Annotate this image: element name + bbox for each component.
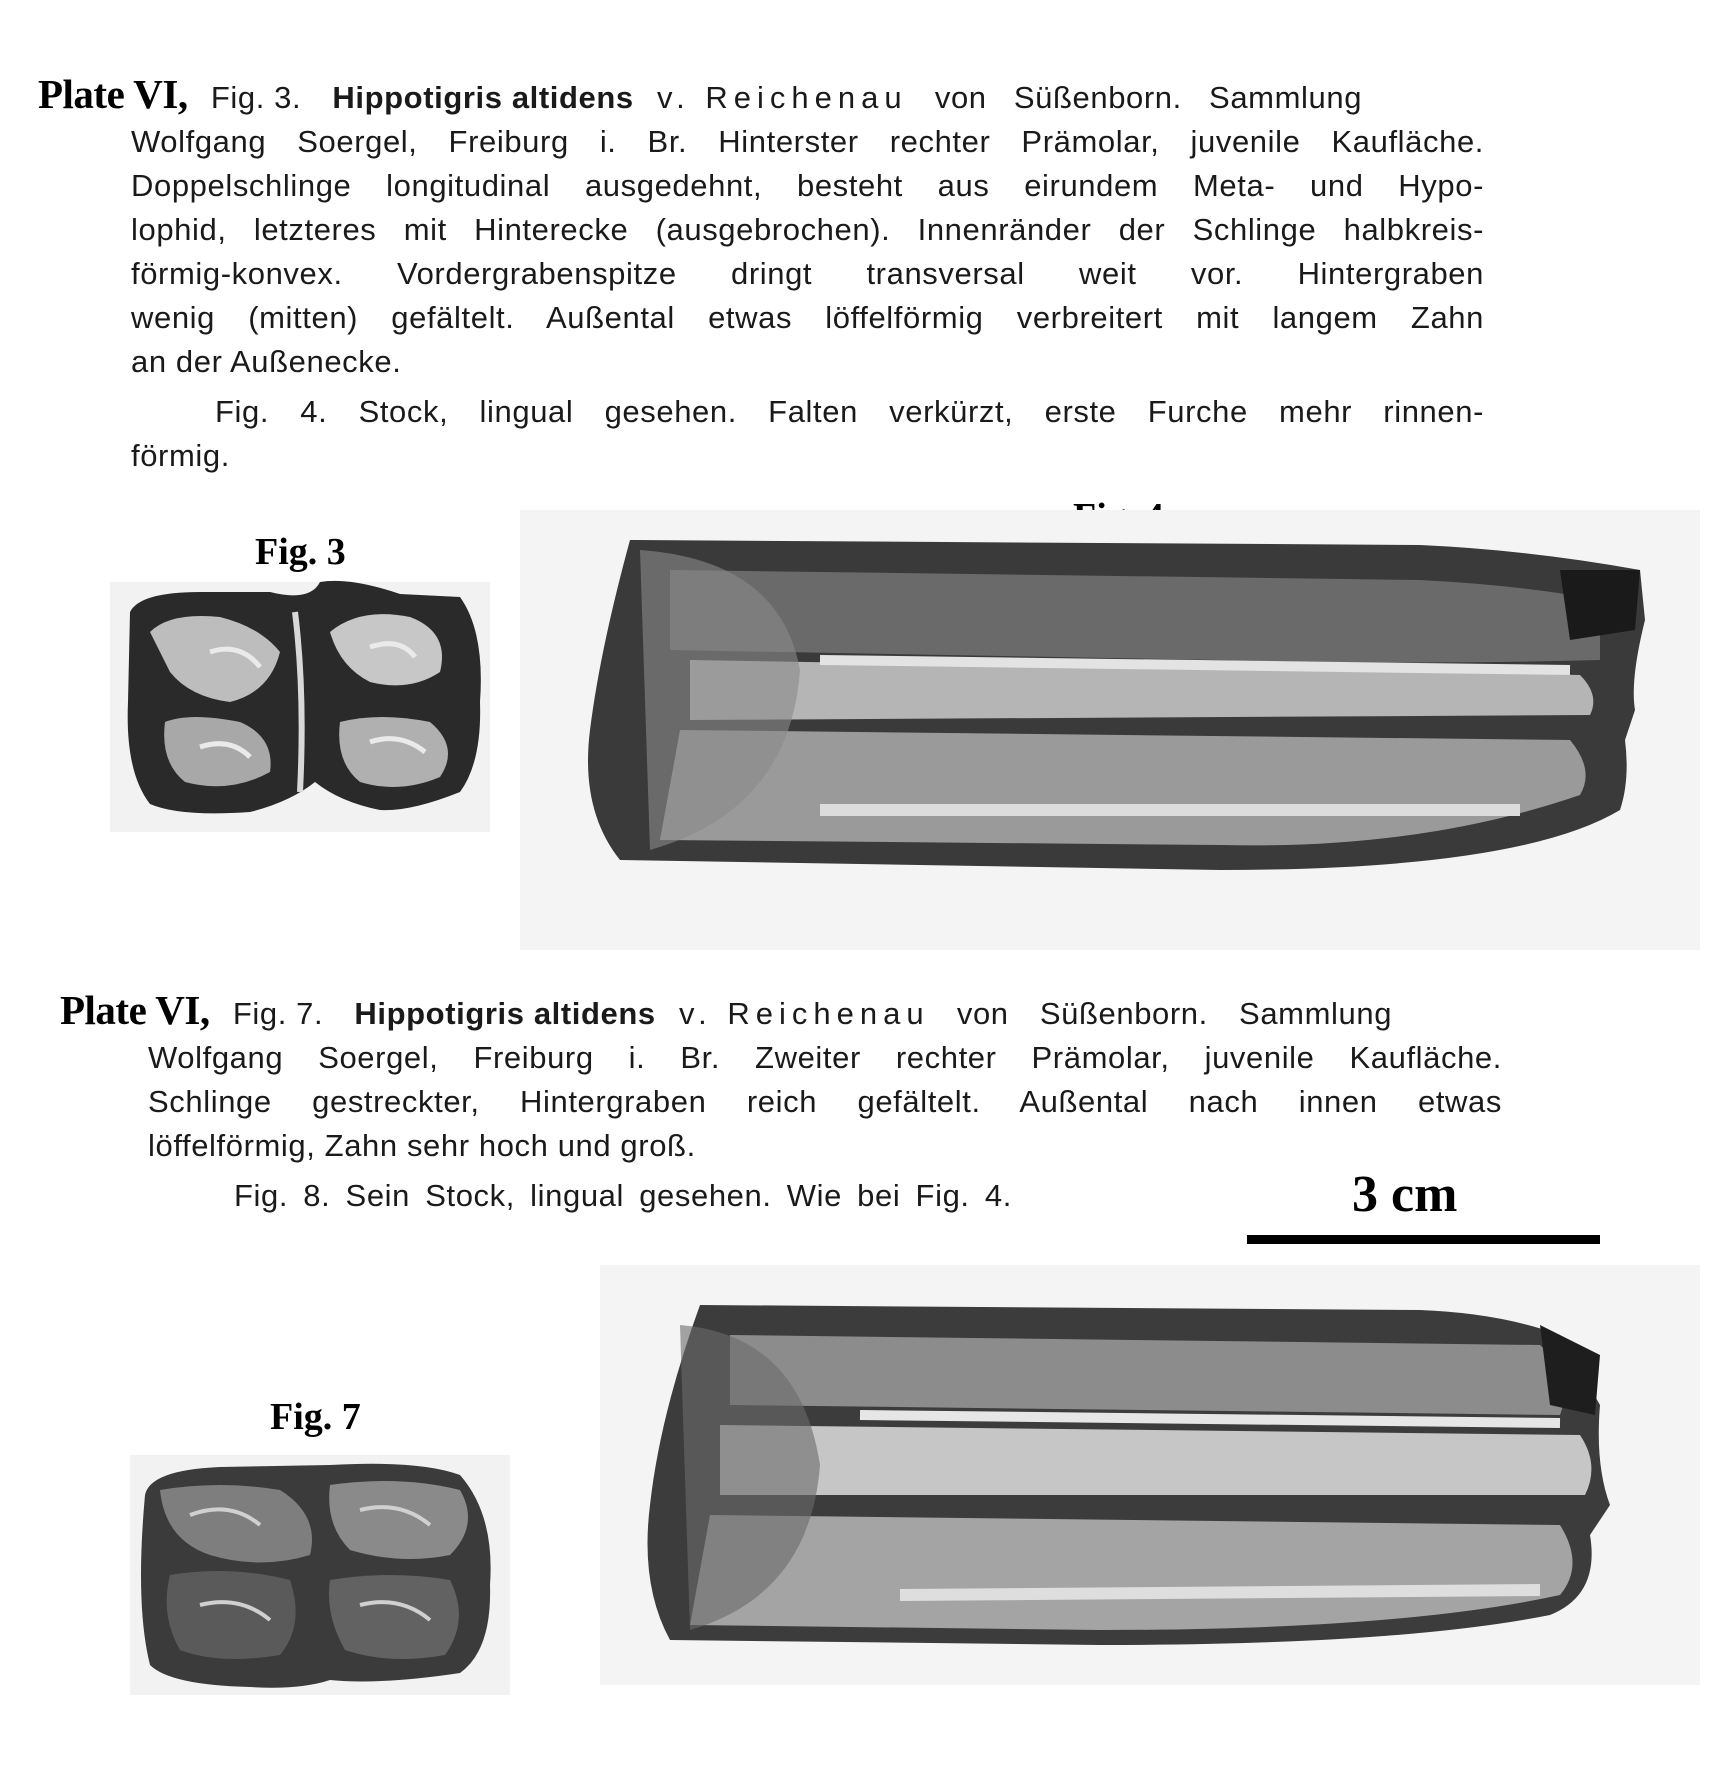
caption-line: Wolfgang Soergel, Freiburg i. Br. Zweiter rechter Prämolar, juvenile Kaufläche. (148, 1040, 1502, 1075)
caption-line: Schlinge gestreckter, Hintergraben reich gefältelt. Außental nach innen etwas (148, 1084, 1502, 1119)
caption-line: Wolfgang Soergel, Freiburg i. Br. Hinterster rechter Prämolar, juvenile Kaufläche. (131, 124, 1484, 159)
scale-bar (1247, 1235, 1600, 1244)
plate-label: Plate VI, (38, 71, 188, 117)
species-name: Hippotigris altidens (332, 80, 634, 115)
fig-8-tooth-image (600, 1265, 1700, 1685)
fig-ref: Fig. 3. (210, 80, 302, 115)
caption-block-1 (38, 72, 1484, 478)
fig-4-tooth-image (520, 510, 1700, 950)
caption-line: von Süßenborn. Sammlung (956, 996, 1393, 1031)
caption-block-2 (60, 988, 1502, 1218)
caption-line: förmig. (131, 438, 230, 473)
fig-7-tooth-image (130, 1455, 510, 1695)
plate-label: Plate VI, (60, 987, 210, 1033)
caption-line: Doppelschlinge longitudinal ausgedehnt, besteht aus eirundem Meta- und Hypo- (131, 168, 1484, 203)
author-name: v. Reichenau (678, 996, 930, 1031)
fig-3-tooth-image (110, 572, 490, 832)
species-name: Hippotigris altidens (354, 996, 656, 1031)
scale-label: 3 cm (1352, 1166, 1458, 1223)
fig-7-label: Fig. 7 (270, 1396, 361, 1438)
caption-line: Fig. 8. Sein Stock, lingual gesehen. Wie bei Fig. 4. (234, 1178, 1012, 1213)
caption-line: Fig. 4. Stock, lingual gesehen. Falten verkürzt, erste Furche mehr rinnen- (215, 394, 1484, 429)
caption-line: an der Außenecke. (131, 344, 402, 379)
caption-line: von Süßenborn. Sammlung (934, 80, 1363, 115)
caption-line: lophid, letzteres mit Hinterecke (ausgebrochen). Innenränder der Schlinge halbkreis- (131, 212, 1484, 247)
caption-line: wenig (mitten) gefältelt. Außental etwas löffelförmig verbreitert mit langem Zahn (131, 300, 1484, 335)
caption-line: förmig-konvex. Vordergrabenspitze dringt transversal weit vor. Hintergraben (131, 256, 1484, 291)
fig-3-label: Fig. 3 (255, 531, 346, 573)
fig-ref: Fig. 7. (232, 996, 324, 1031)
caption-line: löffelförmig, Zahn sehr hoch und groß. (148, 1128, 696, 1163)
author-name: v. Reichenau (656, 80, 908, 115)
